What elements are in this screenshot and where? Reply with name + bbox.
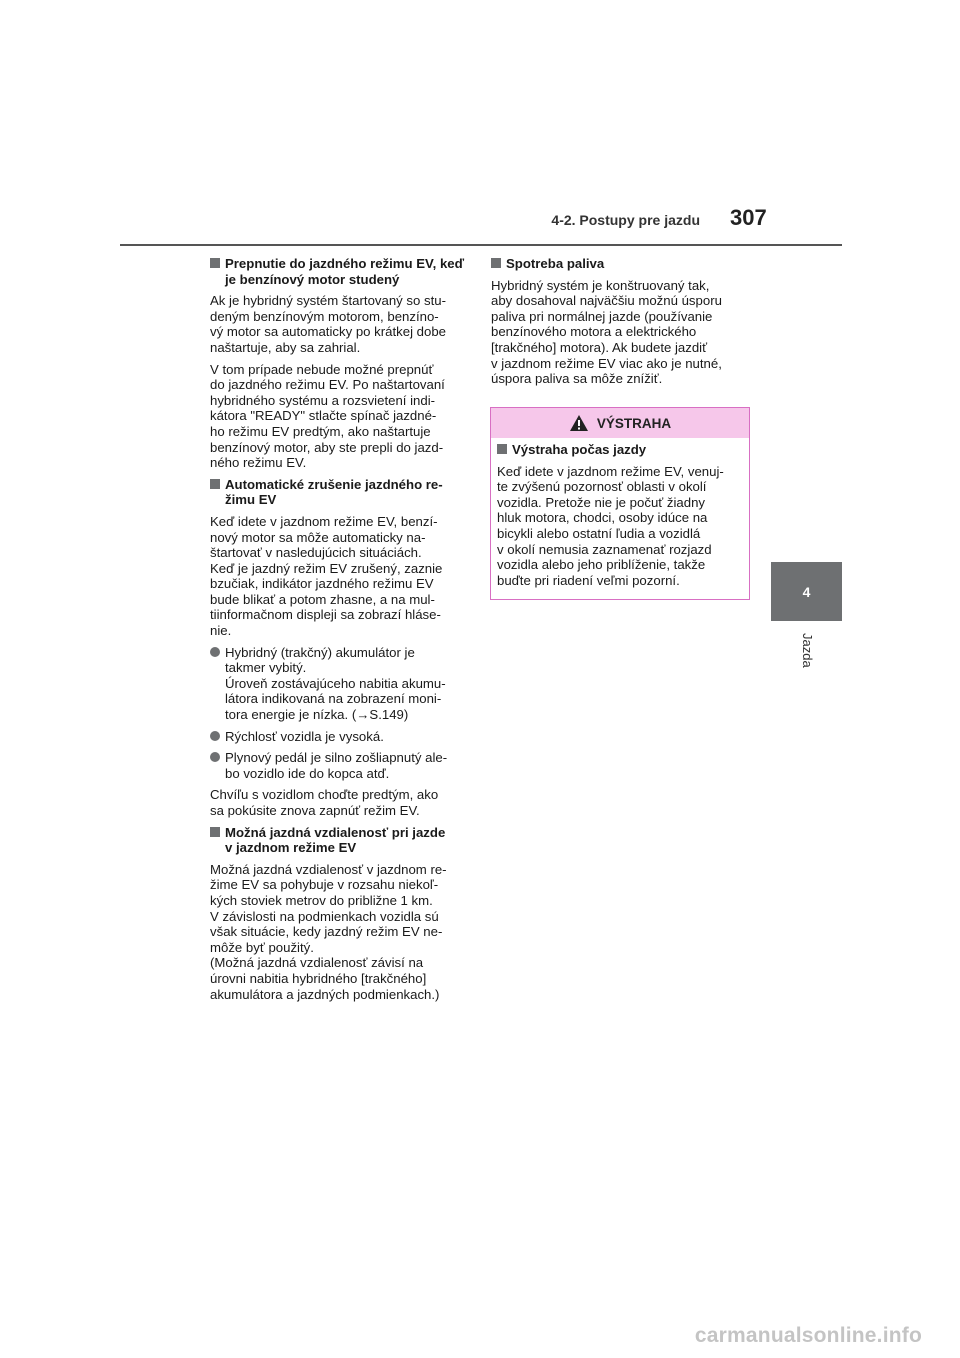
section-title: 4-2. Postupy pre jazdu	[551, 212, 700, 228]
header-divider	[120, 244, 842, 246]
square-bullet-icon	[210, 479, 220, 489]
list-item	[210, 729, 468, 745]
watermark-logo: carmanualsonline.info	[694, 1324, 922, 1347]
warning-box	[490, 407, 750, 600]
list-item-text: Hybridný (trakčný) akumulátor je takmer vybitý. Úroveň zostávajúceho nabitia akumu- látora indikovaná na zobrazení moni- tora energie je nízka. (→S.149)	[225, 644, 446, 723]
page-number: 307	[730, 205, 767, 230]
paragraph: V tom prípade nebude možné prepnúť do jazdného režimu EV. Po naštartovaní hybridného systému a rozsvietení indi- kátora "READY" stlačte spínač jazdné- ho režimu EV predtým, ako naštartuje benzínový motor, aby ste prepli do jazd- ného režimu EV.	[210, 361, 445, 471]
warning-title: VÝSTRAHA	[596, 415, 672, 431]
heading-text: Spotreba paliva	[506, 256, 605, 271]
list-item-text: Rýchlosť vozidla je vysoká.	[225, 728, 384, 744]
chapter-tab	[771, 562, 842, 621]
section-heading	[210, 477, 468, 508]
chapter-label: Jazda	[800, 633, 815, 668]
paragraph: Ak je hybridný systém štartovaný so stu- deným benzínovým motorom, benzíno- vý motor sa automaticky po krátkej dobe naštartuje, aby sa zahrial.	[210, 293, 447, 355]
section-heading	[491, 256, 751, 272]
square-bullet-icon	[210, 827, 220, 837]
paragraph: Hybridný systém je konštruovaný tak, aby dosahoval najväčšiu možnú úsporu paliva pri normálnej jazde (používanie benzínového motora a elektrického [trakčného] motora). Ak budete jazdiť v jazdnom režime EV viac ako je nutné, úspora paliva sa môže znížiť.	[491, 277, 722, 387]
warning-triangle-icon	[569, 414, 589, 432]
right-column	[491, 256, 751, 393]
warning-heading	[497, 442, 743, 458]
list-item-text: Plynový pedál je silno zošliapnutý ale- bo vozidlo ide do kopca atď.	[225, 750, 448, 781]
heading-text: Automatické zrušenie jazdného re- žimu EV	[225, 476, 443, 508]
chapter-number: 4	[802, 583, 811, 600]
square-bullet-icon	[497, 444, 507, 454]
heading-text: Možná jazdná vzdialenosť pri jazde v jazdnom režime EV	[225, 824, 446, 856]
paragraph: Chvíľu s vozidlom choďte predtým, ako sa pokúsite znova zapnúť režim EV.	[210, 787, 439, 818]
list-item	[210, 750, 468, 781]
section-heading	[210, 256, 468, 287]
heading-text: Výstraha počas jazdy	[512, 442, 647, 457]
round-bullet-icon	[210, 731, 220, 741]
heading-text: Prepnutie do jazdného režimu EV, keď je benzínový motor studený	[225, 256, 465, 287]
section-heading	[210, 825, 468, 856]
square-bullet-icon	[210, 258, 220, 268]
warning-body	[491, 438, 749, 588]
square-bullet-icon	[491, 258, 501, 268]
left-column	[210, 256, 468, 1008]
list-item	[210, 645, 468, 723]
warning-header	[491, 408, 749, 438]
warning-text: Keď idete v jazdnom režime EV, venuj- te zvýšenú pozornosť oblasti v okolí vozidla. Pretože nie je počuť žiadny hluk motora, chodci, osoby idúce na bicykli alebo ostatní ľudia a vozidlá v okolí nemusia zaznamenať rozjazd vozidla alebo jeho priblíženie, takže buďte pri riadení veľmi pozorní.	[497, 463, 724, 588]
round-bullet-icon	[210, 752, 220, 762]
paragraph: Možná jazdná vzdialenosť v jazdnom re- žime EV sa pohybuje v rozsahu niekoľ- kých stoviek metrov do približne 1 km. V závislosti na podmienkach vozidla sú však situácie, kedy jazdný režim EV ne- môže byť použitý. (Možná jazdná vzdialenosť závisí na úrovni nabitia hybridného [trakčného] akumulátora a jazdných podmienkach.)	[210, 861, 447, 1002]
round-bullet-icon	[210, 647, 220, 657]
paragraph: Keď idete v jazdnom režime EV, benzí- nový motor sa môže automaticky na- štartovať v nasledujúcich situáciách. Keď je jazdný režim EV zrušený, zaznie bzučiak, indikátor jazdného režimu EV bude blikať a potom zhasne, a na mul- tiinformačnom displeji sa zobrazí hláse- nie.	[210, 513, 443, 639]
